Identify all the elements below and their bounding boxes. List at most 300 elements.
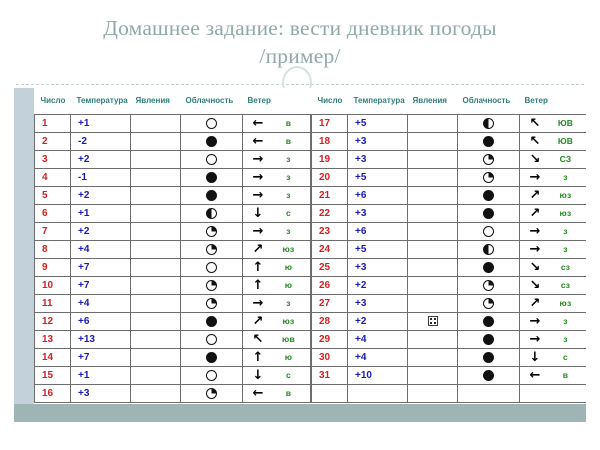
cloudiness-full-icon (206, 172, 217, 183)
cloudiness-quarter-icon (206, 226, 217, 237)
cell-day-number: 31 (312, 366, 348, 384)
cell-temperature: +6 (71, 312, 131, 330)
wind-cell (243, 241, 310, 258)
cell-cloudiness (181, 258, 243, 276)
cell-day-number: 22 (312, 204, 348, 222)
cell-phenomena (131, 222, 181, 240)
cell-wind (520, 294, 587, 312)
wind-cell (243, 151, 310, 168)
weather-tables (34, 88, 586, 403)
wind-arrow-icon: ↖ (529, 133, 541, 149)
cell-wind (520, 168, 587, 186)
table-row[interactable] (35, 150, 311, 168)
cell-temperature: +7 (71, 258, 131, 276)
table-row[interactable] (35, 132, 311, 150)
cell-temperature: +5 (348, 114, 408, 132)
wind-direction-label: ю (284, 262, 293, 272)
cell-wind (243, 384, 311, 402)
wind-cell (243, 313, 310, 330)
cell-wind (243, 240, 311, 258)
cell-wind (243, 312, 311, 330)
wind-direction-label: з (563, 244, 568, 254)
cell-cloudiness (458, 366, 520, 384)
cell-cloudiness (458, 222, 520, 240)
table-row[interactable] (312, 276, 587, 294)
table-row[interactable] (35, 222, 311, 240)
cell-cloudiness (458, 168, 520, 186)
table-row[interactable] (35, 294, 311, 312)
table-row[interactable] (312, 222, 587, 240)
cell-temperature: +4 (71, 294, 131, 312)
weather-table-frame (14, 88, 586, 422)
column-header-phenomena: Явления (131, 88, 181, 114)
cloudiness-full-icon (483, 370, 494, 381)
cell-wind (243, 150, 311, 168)
wind-cell (243, 331, 310, 348)
cell-day-number (312, 384, 348, 402)
cell-day-number: 4 (35, 168, 71, 186)
cell-cloudiness (181, 186, 243, 204)
cell-temperature: +3 (348, 204, 408, 222)
cell-wind (520, 114, 587, 132)
table-row[interactable] (35, 366, 311, 384)
cell-cloudiness (181, 294, 243, 312)
wind-cell (520, 367, 586, 384)
wind-direction-label: сз (560, 262, 571, 272)
wind-cell (243, 277, 310, 294)
cell-temperature: +4 (348, 348, 408, 366)
cell-day-number: 21 (312, 186, 348, 204)
snow-icon (428, 316, 438, 326)
wind-arrow-icon: ↓ (252, 205, 264, 221)
table-row[interactable] (35, 348, 311, 366)
wind-direction-label: ЮВ (557, 118, 574, 128)
table-row[interactable] (35, 330, 311, 348)
wind-direction-label: з (563, 316, 568, 326)
cell-day-number: 23 (312, 222, 348, 240)
cell-wind (520, 258, 587, 276)
table-header-row (35, 88, 311, 114)
cell-day-number: 17 (312, 114, 348, 132)
wind-cell (243, 385, 310, 402)
table-row[interactable] (312, 132, 587, 150)
cell-day-number: 14 (35, 348, 71, 366)
cell-day-number: 26 (312, 276, 348, 294)
cell-temperature: +2 (348, 312, 408, 330)
wind-cell (243, 205, 310, 222)
cell-wind (520, 204, 587, 222)
cell-wind (520, 276, 587, 294)
cell-wind (243, 132, 311, 150)
cell-cloudiness (181, 168, 243, 186)
cell-wind (243, 294, 311, 312)
wind-arrow-icon: ↑ (252, 277, 264, 293)
cell-phenomena (131, 204, 181, 222)
cell-temperature: +3 (348, 132, 408, 150)
column-header-number: Число (312, 88, 348, 114)
cloudiness-quarter-icon (206, 280, 217, 291)
wind-arrow-icon: → (252, 169, 264, 185)
wind-cell (243, 259, 310, 276)
cell-day-number: 2 (35, 132, 71, 150)
cell-temperature: -2 (71, 132, 131, 150)
wind-cell (520, 241, 586, 258)
cell-cloudiness (181, 384, 243, 402)
cell-wind (520, 222, 587, 240)
column-header-cloudiness: Облачность (458, 88, 520, 114)
cell-temperature: +5 (348, 168, 408, 186)
wind-arrow-icon: ↖ (529, 115, 541, 131)
cell-cloudiness (458, 132, 520, 150)
cell-wind (243, 348, 311, 366)
wind-direction-label: ю (284, 280, 293, 290)
wind-direction-label: с (563, 352, 568, 362)
table-row[interactable] (35, 384, 311, 402)
cell-day-number: 13 (35, 330, 71, 348)
cell-temperature: +3 (348, 258, 408, 276)
cloudiness-full-icon (483, 352, 494, 363)
wind-arrow-icon: → (529, 331, 541, 347)
wind-arrow-icon: ↖ (252, 331, 264, 347)
cell-phenomena (408, 276, 458, 294)
cell-cloudiness (458, 312, 520, 330)
wind-direction-label: в (285, 118, 292, 128)
column-header-wind: Ветер (520, 88, 587, 114)
cell-temperature: +2 (71, 186, 131, 204)
wind-cell (243, 223, 310, 240)
cell-day-number: 15 (35, 366, 71, 384)
cloudiness-quarter-icon (206, 244, 217, 255)
wind-arrow-icon: ↗ (529, 187, 541, 203)
cell-wind (520, 366, 587, 384)
cell-wind (243, 114, 311, 132)
table-body-left (35, 114, 311, 402)
wind-cell (520, 187, 586, 204)
cell-temperature: +6 (348, 222, 408, 240)
wind-cell (520, 277, 586, 294)
cloudiness-clear-icon (206, 118, 217, 129)
cell-day-number: 20 (312, 168, 348, 186)
table-row[interactable] (35, 276, 311, 294)
cloudiness-quarter-icon (483, 280, 494, 291)
wind-arrow-icon: ↘ (529, 277, 541, 293)
weather-table-right (311, 88, 586, 403)
cell-wind (520, 348, 587, 366)
wind-cell (520, 223, 586, 240)
cell-phenomena (131, 384, 181, 402)
wind-arrow-icon: ↗ (252, 313, 264, 329)
wind-cell (243, 187, 310, 204)
table-row[interactable] (35, 186, 311, 204)
wind-arrow-icon: ↓ (529, 349, 541, 365)
wind-cell (520, 133, 586, 150)
wind-arrow-icon: ↗ (252, 241, 264, 257)
wind-direction-label: СЗ (559, 154, 572, 164)
cell-cloudiness (458, 204, 520, 222)
cloudiness-full-icon (483, 334, 494, 345)
cell-wind (520, 150, 587, 168)
cloudiness-quarter-icon (206, 388, 217, 399)
cell-temperature: +10 (348, 366, 408, 384)
wind-cell (243, 367, 310, 384)
cell-temperature: +1 (71, 114, 131, 132)
wind-arrow-icon: ← (252, 385, 264, 401)
column-header-temperature: Температура (71, 88, 131, 114)
cell-wind (243, 258, 311, 276)
wind-direction-label: в (285, 136, 292, 146)
cell-cloudiness (181, 312, 243, 330)
wind-arrow-icon: → (252, 295, 264, 311)
wind-direction-label: юз (559, 190, 572, 200)
column-header-temperature: Температура (348, 88, 408, 114)
table-row[interactable] (35, 258, 311, 276)
wind-direction-label: ЮВ (557, 136, 574, 146)
wind-direction-label: юз (282, 244, 295, 254)
wind-arrow-icon: ← (529, 367, 541, 383)
wind-cell (520, 313, 586, 330)
table-row[interactable] (35, 240, 311, 258)
cell-cloudiness (458, 276, 520, 294)
table-row[interactable] (312, 330, 587, 348)
cloudiness-full-icon (483, 262, 494, 273)
cell-temperature: +4 (348, 330, 408, 348)
cell-cloudiness (181, 222, 243, 240)
wind-cell (243, 169, 310, 186)
wind-arrow-icon: ↗ (529, 205, 541, 221)
wind-direction-label: з (563, 172, 568, 182)
cell-day-number: 24 (312, 240, 348, 258)
cell-day-number: 29 (312, 330, 348, 348)
table-row[interactable] (312, 204, 587, 222)
wind-cell (520, 349, 586, 366)
table-row[interactable] (312, 384, 587, 402)
table-body-right (312, 114, 587, 402)
column-header-wind: Ветер (243, 88, 311, 114)
wind-arrow-icon: → (252, 223, 264, 239)
table-row[interactable] (312, 186, 587, 204)
cloudiness-quarter-icon (483, 298, 494, 309)
cloudiness-full-icon (483, 190, 494, 201)
cloudiness-quarter-icon (483, 172, 494, 183)
cell-phenomena (131, 330, 181, 348)
cell-phenomena (131, 366, 181, 384)
wind-direction-label: в (562, 370, 569, 380)
column-header-cloudiness: Облачность (181, 88, 243, 114)
cell-cloudiness (181, 204, 243, 222)
cell-wind (243, 276, 311, 294)
table-row[interactable] (312, 312, 587, 330)
wind-cell (520, 295, 586, 312)
wind-direction-label: з (286, 172, 291, 182)
cloudiness-full-icon (206, 190, 217, 201)
wind-direction-label: юв (282, 334, 295, 344)
wind-direction-label: з (563, 226, 568, 236)
cell-phenomena (408, 186, 458, 204)
cell-wind (243, 222, 311, 240)
wind-arrow-icon: → (252, 187, 264, 203)
cloudiness-full-icon (483, 208, 494, 219)
cell-temperature: -1 (71, 168, 131, 186)
cell-day-number: 1 (35, 114, 71, 132)
cell-day-number: 19 (312, 150, 348, 168)
cell-temperature: +6 (348, 186, 408, 204)
cell-phenomena (131, 258, 181, 276)
cell-temperature: +2 (348, 276, 408, 294)
cell-phenomena (131, 240, 181, 258)
cell-day-number: 3 (35, 150, 71, 168)
cell-day-number: 10 (35, 276, 71, 294)
wind-cell (243, 349, 310, 366)
cell-day-number: 8 (35, 240, 71, 258)
cell-day-number: 9 (35, 258, 71, 276)
cell-cloudiness (181, 366, 243, 384)
cell-cloudiness (458, 258, 520, 276)
wind-arrow-icon: ← (252, 115, 264, 131)
wind-arrow-icon: ↑ (252, 259, 264, 275)
cell-phenomena (408, 294, 458, 312)
cloudiness-quarter-icon (206, 298, 217, 309)
cell-temperature: +3 (71, 384, 131, 402)
table-row[interactable] (312, 114, 587, 132)
cell-phenomena (131, 114, 181, 132)
cell-day-number: 5 (35, 186, 71, 204)
wind-direction-label: з (286, 154, 291, 164)
wind-cell (243, 133, 310, 150)
cell-cloudiness (181, 330, 243, 348)
cell-phenomena (408, 312, 458, 330)
cloudiness-clear-icon (206, 334, 217, 345)
cell-cloudiness (181, 348, 243, 366)
cell-temperature (348, 384, 408, 402)
wind-arrow-icon: → (529, 313, 541, 329)
cell-wind (520, 330, 587, 348)
cloudiness-clear-icon (206, 262, 217, 273)
cloudiness-full-icon (206, 136, 217, 147)
cell-phenomena (408, 348, 458, 366)
cell-wind (243, 204, 311, 222)
cell-temperature: +13 (71, 330, 131, 348)
wind-arrow-icon: ↗ (529, 295, 541, 311)
table-row[interactable] (35, 114, 311, 132)
cell-cloudiness (458, 384, 520, 402)
wind-cell (243, 115, 310, 132)
cell-cloudiness (181, 276, 243, 294)
cell-temperature: +2 (71, 222, 131, 240)
wind-direction-label: в (285, 388, 292, 398)
cloudiness-full-icon (206, 316, 217, 327)
wind-direction-label: з (286, 190, 291, 200)
wind-arrow-icon: → (529, 223, 541, 239)
cell-wind (520, 240, 587, 258)
cell-wind (243, 168, 311, 186)
table-row[interactable] (312, 150, 587, 168)
cell-temperature: +3 (348, 150, 408, 168)
cell-phenomena (131, 348, 181, 366)
cell-wind (520, 132, 587, 150)
cell-day-number: 28 (312, 312, 348, 330)
cell-cloudiness (458, 186, 520, 204)
wind-arrow-icon: → (529, 169, 541, 185)
wind-cell (520, 205, 586, 222)
wind-arrow-icon: ↑ (252, 349, 264, 365)
cell-cloudiness (181, 132, 243, 150)
cell-phenomena (408, 222, 458, 240)
cell-cloudiness (181, 114, 243, 132)
cloudiness-clear-icon (483, 226, 494, 237)
cell-day-number: 25 (312, 258, 348, 276)
cell-phenomena (131, 150, 181, 168)
cell-day-number: 18 (312, 132, 348, 150)
wind-direction-label: юз (282, 316, 295, 326)
cell-cloudiness (458, 150, 520, 168)
weather-table-container (34, 88, 586, 404)
cell-day-number: 30 (312, 348, 348, 366)
cloudiness-full-icon (483, 316, 494, 327)
table-row[interactable] (312, 348, 587, 366)
cell-wind (243, 366, 311, 384)
cell-wind (243, 330, 311, 348)
table-row[interactable] (312, 168, 587, 186)
table-row[interactable] (35, 204, 311, 222)
wind-direction-label: юз (559, 298, 572, 308)
cell-phenomena (131, 312, 181, 330)
cell-phenomena (131, 168, 181, 186)
wind-arrow-icon: → (252, 151, 264, 167)
cell-phenomena (408, 384, 458, 402)
table-row[interactable] (35, 168, 311, 186)
cell-temperature: +4 (71, 240, 131, 258)
cell-wind (520, 186, 587, 204)
cell-day-number: 7 (35, 222, 71, 240)
wind-arrow-icon: ↓ (252, 367, 264, 383)
cell-day-number: 16 (35, 384, 71, 402)
cloudiness-full-icon (483, 136, 494, 147)
cell-cloudiness (458, 330, 520, 348)
cloudiness-full-icon (206, 352, 217, 363)
cell-cloudiness (181, 240, 243, 258)
table-row[interactable] (312, 258, 587, 276)
cell-temperature: +7 (71, 348, 131, 366)
wind-direction-label: сз (560, 280, 571, 290)
cell-temperature: +2 (71, 150, 131, 168)
table-row[interactable] (312, 294, 587, 312)
cloudiness-clear-icon (206, 370, 217, 381)
wind-cell (520, 115, 586, 132)
cell-phenomena (408, 114, 458, 132)
cell-day-number: 27 (312, 294, 348, 312)
table-row[interactable] (312, 366, 587, 384)
wind-direction-label: з (286, 298, 291, 308)
table-row[interactable] (35, 312, 311, 330)
cell-day-number: 6 (35, 204, 71, 222)
table-row[interactable] (312, 240, 587, 258)
slide-footer-band (14, 404, 586, 422)
cell-phenomena (131, 294, 181, 312)
cell-temperature: +5 (348, 240, 408, 258)
wind-direction-label: с (286, 370, 291, 380)
column-header-phenomena: Явления (408, 88, 458, 114)
cell-temperature: +1 (71, 366, 131, 384)
page-title-line-2: /пример/ (259, 44, 341, 68)
column-header-number: Число (35, 88, 71, 114)
table-header-row (312, 88, 587, 114)
cell-day-number: 12 (35, 312, 71, 330)
wind-arrow-icon: → (529, 241, 541, 257)
wind-cell (520, 331, 586, 348)
cloudiness-quarter-icon (483, 154, 494, 165)
weather-table-left (34, 88, 311, 403)
cell-phenomena (408, 366, 458, 384)
